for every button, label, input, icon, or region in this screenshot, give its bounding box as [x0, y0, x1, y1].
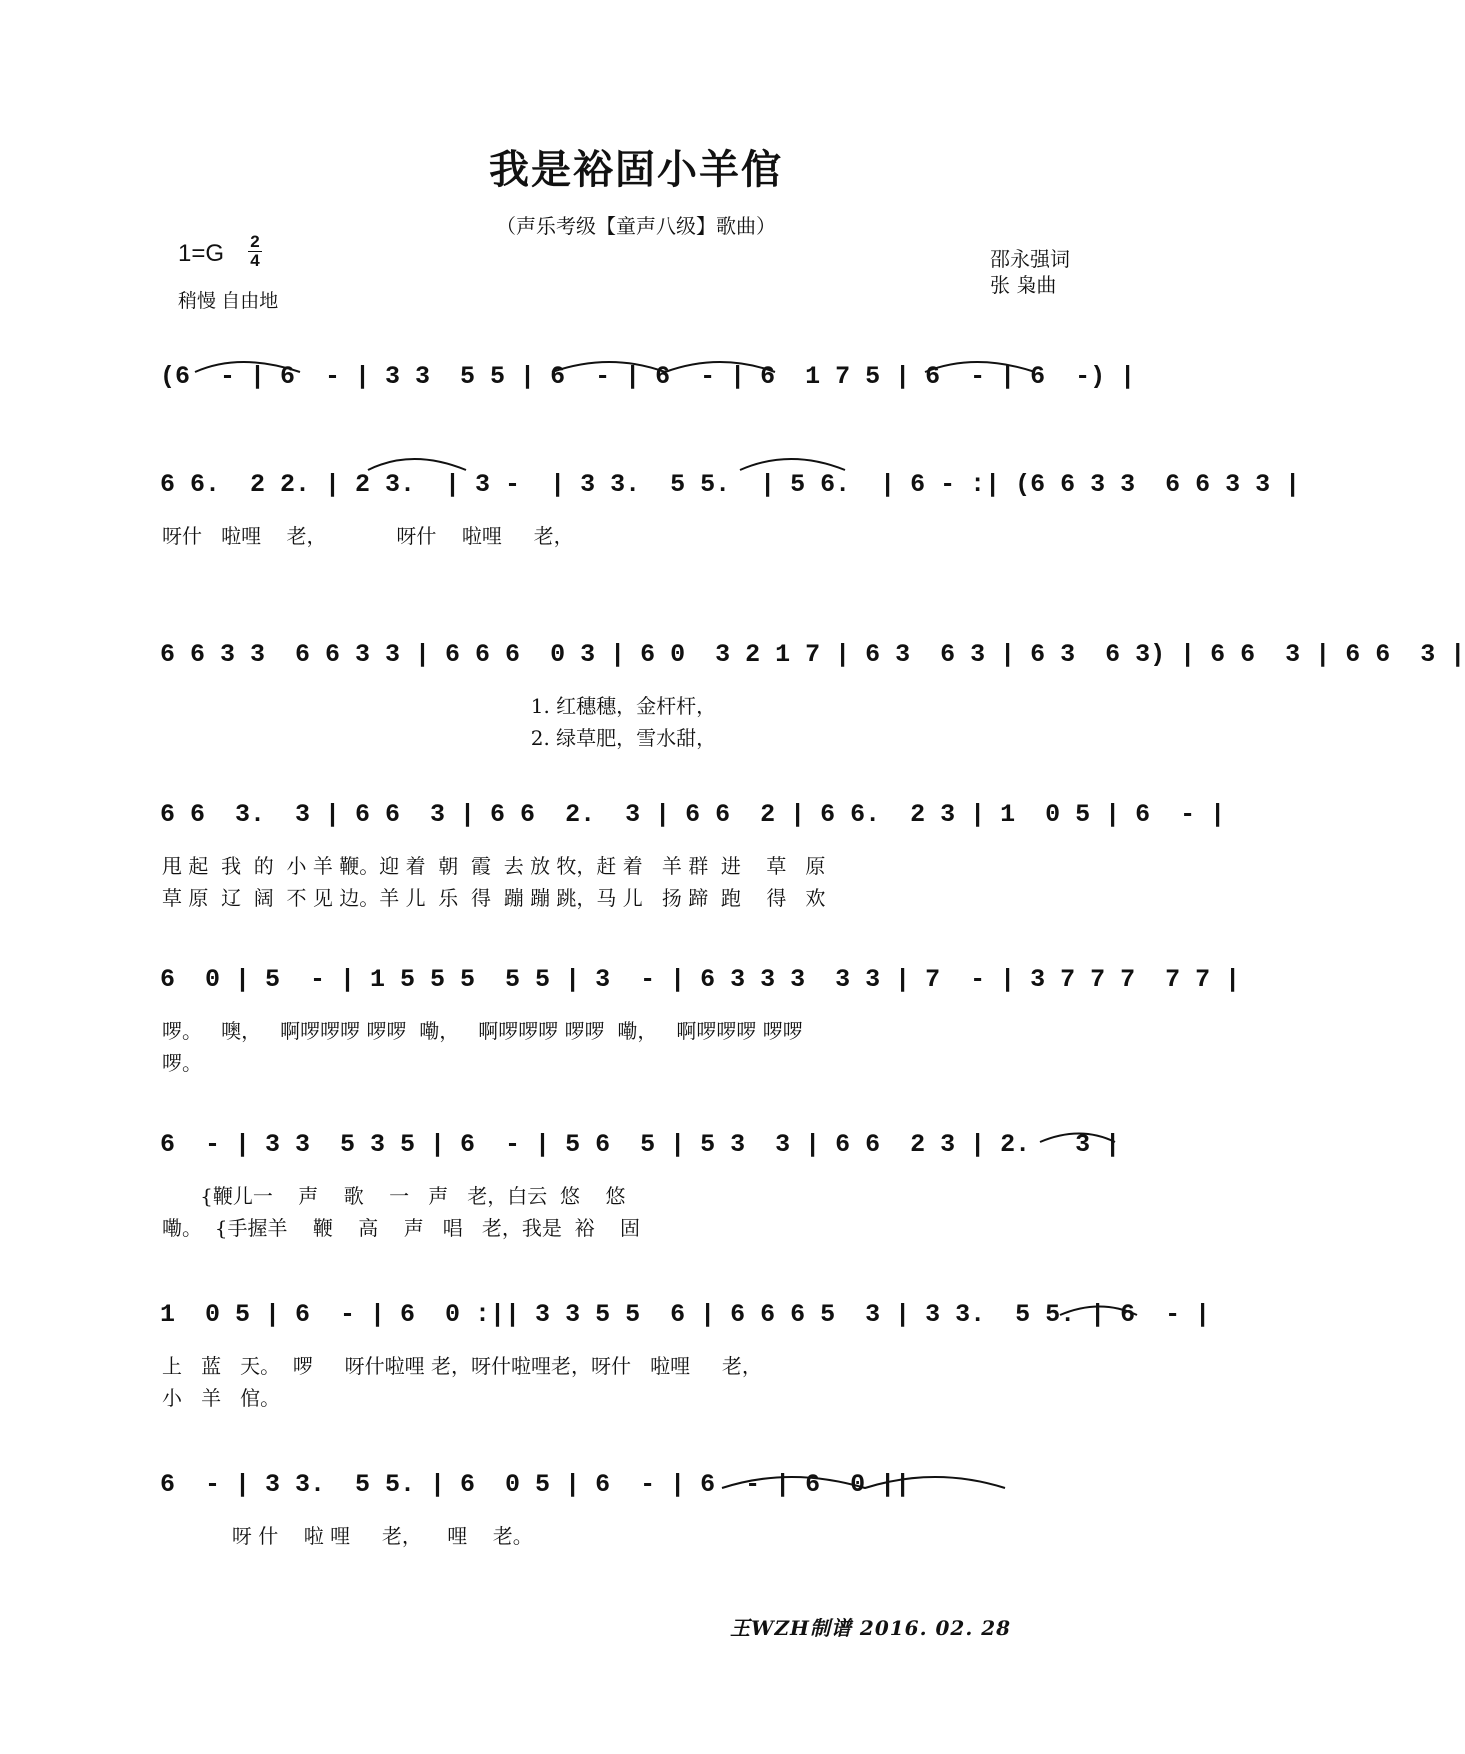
lyricist: 邵永强词 — [990, 247, 1070, 271]
key-signature: 1=G — [178, 240, 225, 267]
staff-5-notes: 6 0 | 5 - | 1 5 5 5 5 5 | 3 - | 6 3 3 3 3 3 | 7 - | 3 7 7 7 7 7 | — [160, 965, 1241, 994]
staff-8-lyric-1: 呀 什 啦 哩 老， 哩 老。 — [162, 1524, 533, 1548]
time-signature-bottom: 4 — [250, 251, 260, 270]
staff-4-notes: 6 6 3. 3 | 6 6 3 | 6 6 2. 3 | 6 6 2 | 6 6. 2 3 | 1 0 5 | 6 - | — [160, 800, 1226, 829]
staff-3-notes: 6 6 3 3 6 6 3 3 | 6 6 6 0 3 | 6 0 3 2 1 7 | 6 3 6 3 | 6 3 6 3) | 6 6 3 | 6 6 3 | — [160, 640, 1465, 669]
staff-5-lyric-1: 啰。 噢， 啊啰啰啰 啰啰 嘞， 啊啰啰啰 啰啰 嘞， 啊啰啰啰 啰啰 — [162, 1019, 803, 1043]
staff-4-lyric-2: 草 原 辽 阔 不 见 边。羊 儿 乐 得 蹦 蹦 跳，马 儿 扬 蹄 跑 得 欢 — [162, 886, 826, 910]
tempo-marking: 稍慢 自由地 — [178, 291, 279, 312]
staff-3-lyric-1: 1. 红穗穗，金杆杆， — [162, 694, 717, 718]
time-signature-top: 2 — [250, 232, 260, 251]
staff-8-notes: 6 - | 3 3. 5 5. | 6 0 5 | 6 - | 6 - | 6 0 || — [160, 1470, 911, 1499]
staff-7-notes: 1 0 5 | 6 - | 6 0 :|| 3 3 5 5 6 | 6 6 6 5 3 | 3 3. 5 5. | 6 - | — [160, 1300, 1211, 1329]
staff-1-notes: (6 - | 6 - | 3 3 5 5 | 6 - | 6 - | 6 1 7 5 | 6 - | 6 -) | — [160, 362, 1136, 391]
staff-6-notes: 6 - | 3 3 5 3 5 | 6 - | 5 6 5 | 5 3 3 | 6 6 2 3 | 2. 3 | — [160, 1130, 1121, 1159]
staff-7-lyric-1: 上 蓝 天。 啰 呀什啦哩 老，呀什啦哩老，呀什 啦哩 老， — [162, 1354, 762, 1378]
song-title: 我是裕固小羊倌 — [489, 147, 783, 193]
staff-7-lyric-2: 小 羊 倌。 — [162, 1386, 281, 1410]
staff-4-lyric-1: 甩 起 我 的 小 羊 鞭。迎 着 朝 霞 去 放 牧，赶 着 羊 群 进 草 原 — [162, 854, 826, 878]
staff-3-lyric-2: 2. 绿草肥，雪水甜， — [162, 726, 717, 750]
composer: 张 枭曲 — [990, 273, 1057, 297]
song-subtitle: （声乐考级【童声八级】歌曲） — [496, 214, 776, 238]
staff-5-lyric-2: 啰。 — [162, 1051, 202, 1075]
staff-2-lyric-1: 呀什 啦哩 老， 呀什 啦哩 老， — [162, 524, 574, 548]
staff-6-lyric-1: {鞭儿一 声 歌 一 声 老，白云 悠 悠 — [162, 1184, 626, 1208]
staff-2-notes: 6 6. 2 2. | 2 3. | 3 - | 3 3. 5 5. | 5 6. | 6 - :| (6 6 3 3 6 6 3 3 | — [160, 470, 1301, 499]
staff-6-lyric-2: 嘞。 {手握羊 鞭 高 声 唱 老，我是 裕 固 — [162, 1216, 641, 1240]
transcriber-credit: 王WZH制谱 2016. 02. 28 — [730, 1616, 1012, 1640]
